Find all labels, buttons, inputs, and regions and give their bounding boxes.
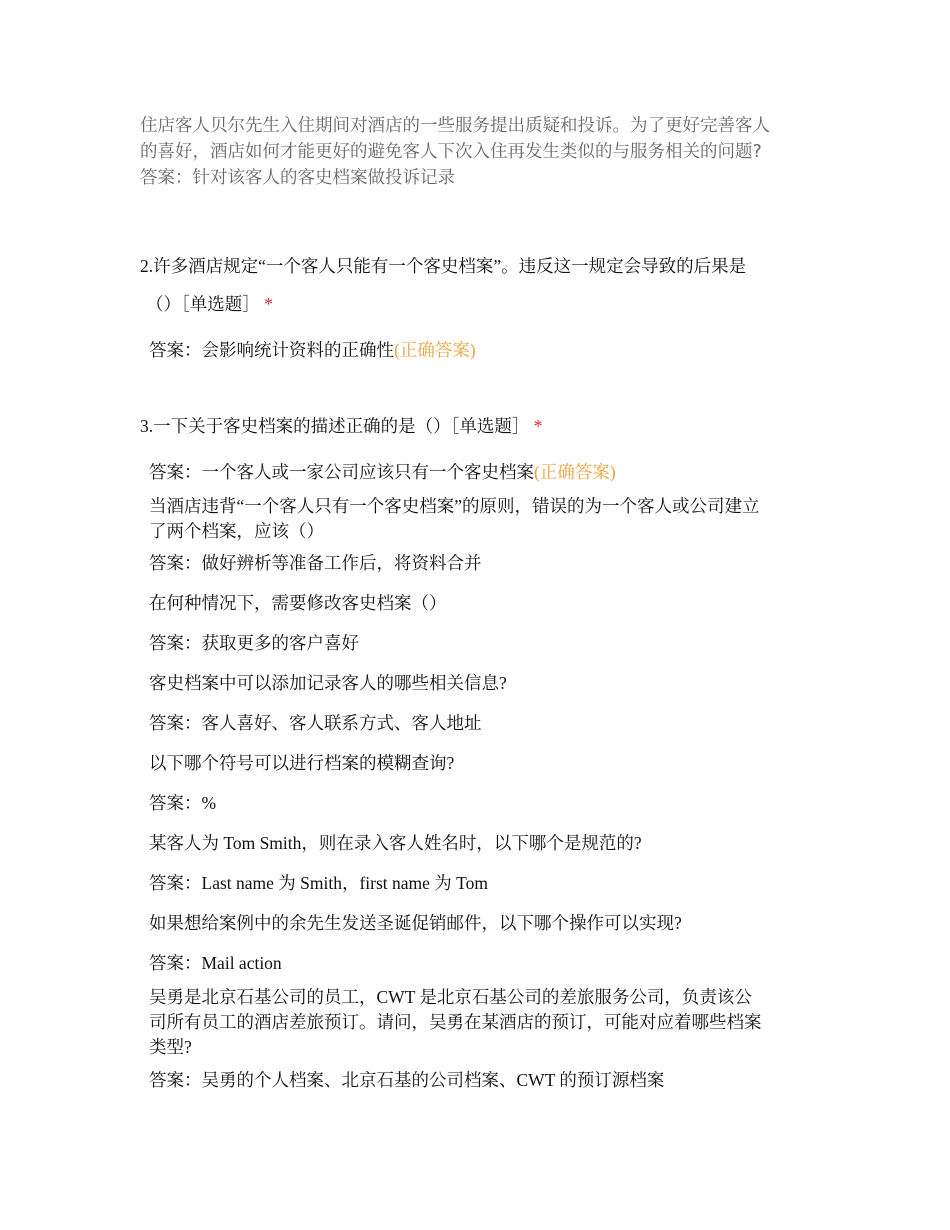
item-line: 类型?: [149, 1037, 192, 1057]
intro-line: 住店客人贝尔先生入住期间对酒店的一些服务提出质疑和投诉。为了更好完善客人: [140, 116, 770, 136]
item-line: 客史档案中可以添加记录客人的哪些相关信息?: [149, 673, 507, 693]
intro-paragraph: [140, 113, 830, 191]
list-item: [149, 871, 809, 896]
list-item: [149, 711, 809, 736]
answer-text: 答案：会影响统计资料的正确性: [149, 340, 394, 360]
list-item: [149, 751, 809, 776]
item-line: 了两个档案，应该（）: [149, 521, 324, 541]
item-line: 答案：Mail action: [149, 953, 282, 973]
correct-answer-tag: (正确答案): [534, 462, 616, 482]
required-mark: *: [264, 294, 273, 314]
item-line: 司所有员工的酒店差旅预订。请问，吴勇在某酒店的预订，可能对应着哪些档案: [149, 1012, 762, 1032]
intro-answer: 答案：针对该客人的客史档案做投诉记录: [140, 168, 455, 188]
question-3: [140, 413, 820, 439]
list-item: [149, 551, 809, 576]
answer-text: 答案：一个客人或一家公司应该只有一个客史档案: [149, 462, 534, 482]
item-line: 答案：吴勇的个人档案、北京石基的公司档案、CWT 的预订源档案: [149, 1070, 665, 1090]
item-line: 答案：客人喜好、客人联系方式、客人地址: [149, 713, 482, 733]
correct-answer-tag: (正确答案): [394, 340, 476, 360]
question-type-label: （）［单选题］: [146, 294, 260, 314]
question-3-label: 3.一下关于客史档案的描述正确的是（）［单选题］: [140, 416, 530, 436]
item-line: 答案：做好辨析等准备工作后，将资料合并: [149, 553, 482, 573]
list-item: [149, 831, 809, 856]
item-line: 答案：Last name 为 Smith，first name 为 Tom: [149, 873, 489, 893]
list-item: [149, 985, 809, 1060]
question-3-answer: [149, 459, 819, 485]
item-line: 答案：获取更多的客户喜好: [149, 633, 359, 653]
item-line: 当酒店违背“一个客人只有一个客史档案”的原则，错误的为一个客人或公司建立: [149, 496, 760, 516]
list-item: [149, 951, 809, 976]
list-item: [149, 671, 809, 696]
item-line: 以下哪个符号可以进行档案的模糊查询?: [149, 753, 455, 773]
item-line: 某客人为 Tom Smith，则在录入客人姓名时，以下哪个是规范的?: [149, 833, 642, 853]
list-item: [149, 591, 809, 616]
intro-line: 的喜好，酒店如何才能更好的避免客人下次入住再发生类似的与服务相关的问题?: [140, 142, 762, 162]
item-line: 如果想给案例中的余先生发送圣诞促销邮件，以下哪个操作可以实现?: [149, 913, 682, 933]
question-2: [140, 253, 820, 317]
item-line: 在何种情况下，需要修改客史档案（）: [149, 593, 447, 613]
list-item: [149, 791, 809, 816]
item-line: 吴勇是北京石基公司的员工，CWT 是北京石基公司的差旅服务公司，负责该公: [149, 987, 752, 1007]
question-3-text: [140, 413, 820, 439]
list-item: [149, 631, 809, 656]
list-item: [149, 911, 809, 936]
required-mark: *: [533, 416, 543, 436]
question-2-answer: [149, 337, 819, 363]
list-item: [149, 494, 809, 544]
question-2-type: [140, 291, 820, 317]
question-2-text: 2.许多酒店规定“一个客人只能有一个客史档案”。违反这一规定会导致的后果是: [140, 256, 747, 276]
item-line: 答案：%: [149, 793, 217, 813]
list-item: [149, 1068, 809, 1093]
